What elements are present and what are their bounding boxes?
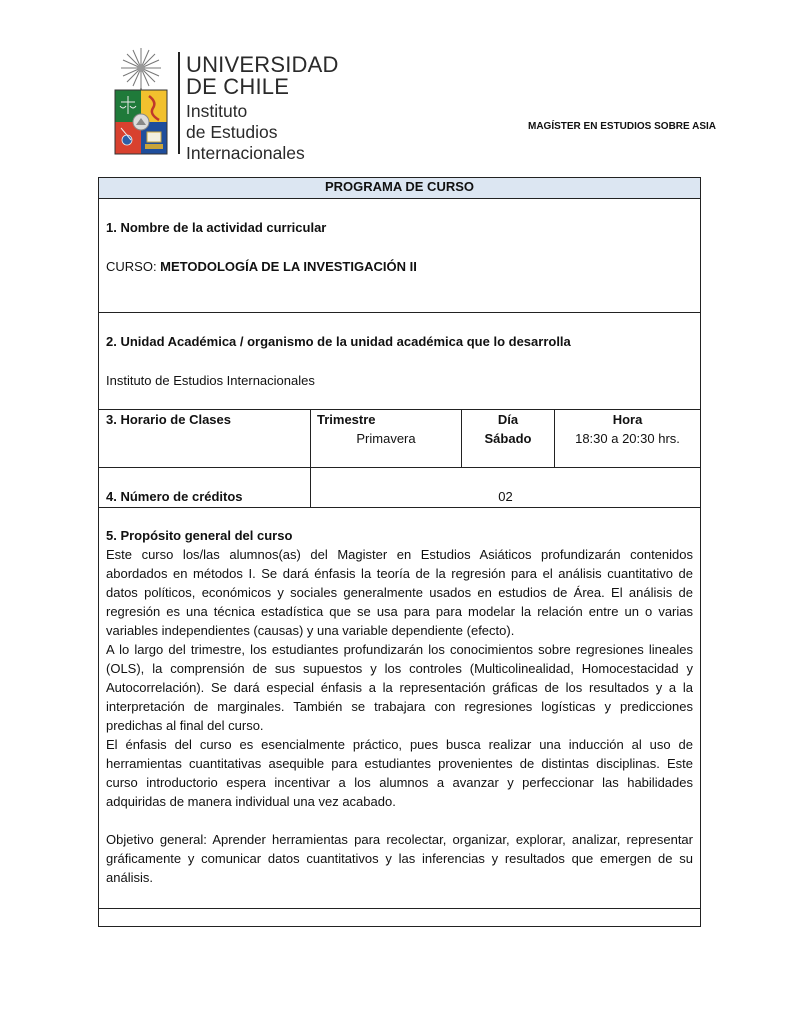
logo-university-line2: DE CHILE bbox=[186, 74, 290, 99]
credits-value-cell bbox=[310, 468, 700, 507]
academic-unit-value: Instituto de Estudios Internacionales bbox=[106, 373, 315, 388]
hora-cell bbox=[554, 410, 700, 467]
schedule-label-cell bbox=[99, 410, 310, 467]
general-objective: Objetivo general: Aprender herramientas para recolectar, organizar, explorar, analizar, representar gráficamente y comunicar datos cuantitativos y las inferencias y resultados que emergen de su análisis. bbox=[106, 832, 693, 885]
course-program-table bbox=[98, 177, 701, 927]
credits-label-cell bbox=[99, 468, 310, 507]
purpose-paragraph-2: A lo largo del trimestre, los estudiantes profundizarán los conocimientos sobre regresiones lineales (OLS), la comprensión de sus supuestos y los controles (Multicolinealidad, Homocestacidad y Autocorrelación). Se dará especial énfasis a la representación gráficas de los resultados y a la interpretación de marginales. También se trabajara con regresiones logísticas y predicciones predichas al final del curso. bbox=[106, 642, 693, 733]
section-schedule bbox=[99, 410, 700, 468]
logo-institute-line2: de Estudios bbox=[186, 122, 278, 142]
empty-row bbox=[99, 909, 700, 927]
credits-value: 02 bbox=[498, 489, 513, 504]
purpose-paragraph-3: El énfasis del curso es esencialmente práctico, pues busca realizar una inducción al uso de herramientas cuantitativas asequible para estudiantes provenientes de distintas disciplinas. Este curso introductorio espera incentivar a los alumnos a avanzar y perfeccionar las habilidades adquiridas de manera individual una vez acabado. bbox=[106, 737, 693, 809]
logo-university-line1: UNIVERSIDAD bbox=[186, 52, 339, 77]
hora-label: Hora bbox=[612, 412, 643, 427]
program-label: MAGÍSTER EN ESTUDIOS SOBRE ASIA bbox=[528, 121, 716, 132]
logo-institute-line1: Instituto bbox=[186, 101, 248, 121]
university-logo bbox=[108, 46, 339, 163]
section4-heading: 4. Número de créditos bbox=[106, 489, 243, 504]
purpose-paragraph-1: Este curso los/las alumnos(as) del Magister en Estudios Asiáticos profundizarán contenidos abordados en métodos I. Se dará énfasis la teoría de la regresión para el análisis cuantitativo de datos políticos, económicos y sociales generalmente usados en estudios de Área. El análisis de regresión es una técnica estadística que se usa para para modelar la relación entre un o varias variables independientes (causas) y una variable dependiente (efecto). bbox=[106, 547, 693, 638]
logo-divider bbox=[178, 52, 180, 154]
university-crest-icon bbox=[111, 46, 171, 156]
hora-value: 18:30 a 20:30 hrs. bbox=[575, 431, 680, 446]
section2-heading: 2. Unidad Académica / organismo de la unidad académica que lo desarrolla bbox=[106, 334, 571, 349]
dia-label: Día bbox=[497, 412, 519, 427]
logo-text bbox=[186, 54, 339, 164]
section5-heading: 5. Propósito general del curso bbox=[106, 528, 293, 543]
dia-cell bbox=[461, 410, 554, 467]
section-course-name bbox=[99, 199, 700, 313]
trimestre-value: Primavera bbox=[356, 431, 416, 446]
course-prefix: CURSO: bbox=[106, 259, 161, 274]
section-purpose bbox=[99, 508, 700, 909]
trimestre-label: Trimestre bbox=[317, 412, 376, 427]
table-title-row bbox=[99, 178, 700, 199]
table-title: PROGRAMA DE CURSO bbox=[324, 179, 475, 194]
trimestre-cell bbox=[310, 410, 461, 467]
logo-institute-line3: Internacionales bbox=[186, 143, 305, 163]
course-name: METODOLOGÍA DE LA INVESTIGACIÓN II bbox=[160, 259, 417, 274]
section-credits bbox=[99, 468, 700, 508]
dia-value: Sábado bbox=[484, 431, 532, 446]
section-academic-unit bbox=[99, 313, 700, 410]
section1-heading: 1. Nombre de la actividad curricular bbox=[106, 220, 327, 235]
section3-heading: 3. Horario de Clases bbox=[106, 412, 231, 427]
course-name-line bbox=[106, 257, 417, 276]
